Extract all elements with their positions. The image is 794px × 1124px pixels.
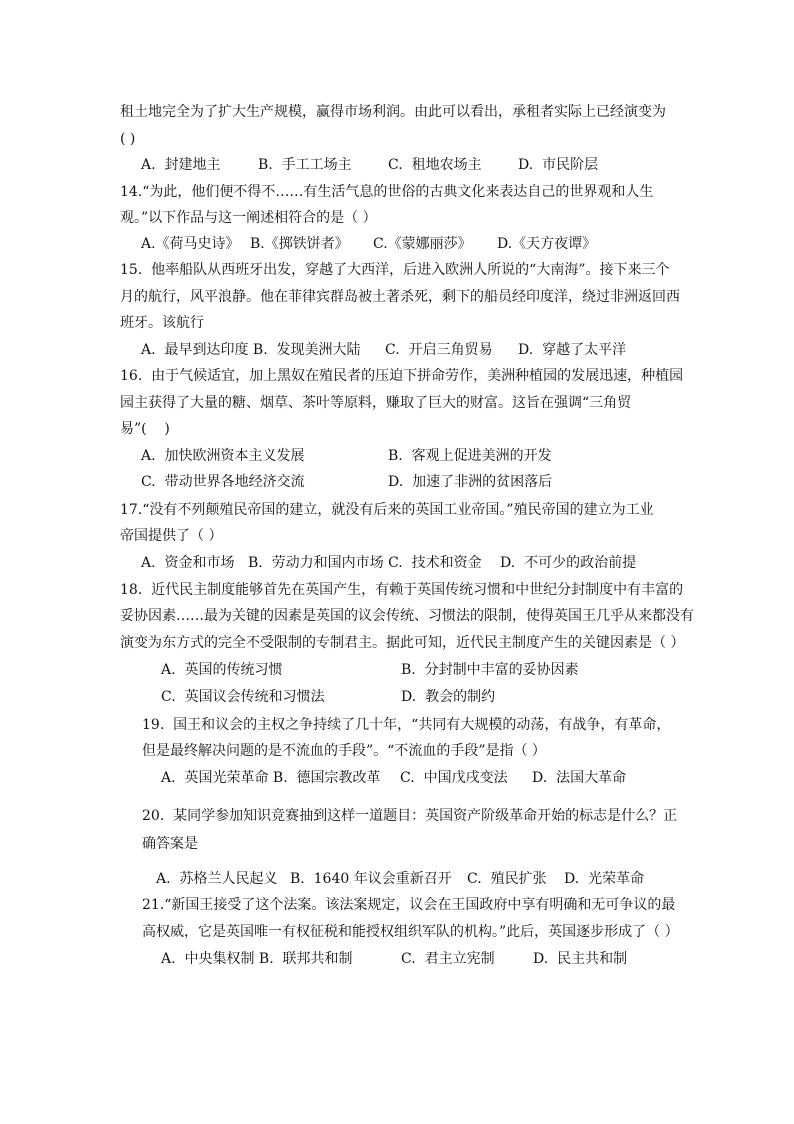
q15-stem-line1: 15. 他率船队从西班牙出发，穿越了大西洋，后进入欧洲人所说的“大南海”。接下来三个 <box>120 262 670 278</box>
q15-option-ab: A. 最早到达印度 B. 发现美洲大陆 <box>141 342 361 358</box>
q17-stem-line2: 帝国提供了（ ） <box>120 528 223 544</box>
q16-option-c: C. 带动世界各地经济交流 <box>141 474 305 490</box>
q17-option-a: A. 资金和市场 <box>141 555 235 571</box>
q20-option-a: A. 苏格兰人民起义 <box>156 871 278 887</box>
q14-option-d: D.《天方夜谭》 <box>497 236 597 252</box>
q13-option-d: D. 市民阶层 <box>518 157 599 173</box>
q19-option-ab: A. 英国光荣革命 B. 德国宗教改革 <box>161 770 381 786</box>
q18-stem-line3: 演变为东方式的完全不受限制的专制君主。据此可知，近代民主制度产生的关键因素是（ ） <box>120 635 685 651</box>
q14-stem-line1: 14.“为此，他们便不得不……有生活气息的世俗的古典文化来表达自己的世界观和人生 <box>120 184 654 200</box>
q17-option-d: D. 不可少的政治前提 <box>500 555 637 571</box>
q19-option-d: D. 法国大革命 <box>532 770 627 786</box>
q21-option-c: C. 君主立宪制 <box>401 951 495 967</box>
q14-option-b: B.《掷铁饼者》 <box>250 236 349 252</box>
q19-stem-line2: 但是最终解决问题的是不流血的手段”。“不流血的手段”是指（ ） <box>142 743 546 759</box>
q14-option-c: C.《蒙娜丽莎》 <box>373 236 472 252</box>
q16-stem-line1: 16. 由于气候适宜，加上黑奴在殖民者的压迫下拼命劳作，美洲种植园的发展迅速，种植园 <box>120 368 684 384</box>
q18-stem-line1: 18. 近代民主制度能够首先在英国产生，有赖于英国传统习惯和中世纪分封制度中有丰富的 <box>120 582 684 598</box>
q14-option-a: A.《荷马史诗》 <box>141 236 240 252</box>
q15-stem-line3: 班牙。该航行 <box>120 315 204 331</box>
q20-option-d: D. 光荣革命 <box>564 871 645 887</box>
q16-stem-line2: 园主获得了大量的糖、烟草、茶叶等原料，赚取了巨大的财富。这旨在强调“三角贸 <box>120 395 632 411</box>
q21-stem-line1: 21.“新国王接受了这个法案。该法案规定，议会在王国政府中享有明确和无可争议的最 <box>142 897 676 913</box>
q18-option-b: B. 分封制中丰富的妥协因素 <box>401 662 579 678</box>
q15-option-c: C. 开启三角贸易 <box>385 342 493 358</box>
q13-option-c: C. 租地农场主 <box>388 157 482 173</box>
q18-stem-line2: 妥协因素……最为关键的因素是英国的议会传统、习惯法的限制，使得英国王几乎从来都没有 <box>120 608 694 624</box>
q16-option-d: D. 加速了非洲的贫困落后 <box>388 474 553 490</box>
q15-stem-line2: 月的航行，风平浪静。他在菲律宾群岛被土著杀死，剩下的船员经印度洋，绕过非洲返回西 <box>120 289 680 305</box>
q16-option-a: A. 加快欧洲资本主义发展 <box>141 448 305 464</box>
q18-option-c: C. 英国议会传统和习惯法 <box>161 689 325 705</box>
q15-option-d: D. 穿越了太平洋 <box>518 342 627 358</box>
q18-option-a: A. 英国的传统习惯 <box>161 662 283 678</box>
q19-stem-line1: 19. 国王和议会的主权之争持续了几十年，“共同有大规模的动荡，有战争，有革命， <box>142 717 671 733</box>
q18-option-d: D. 教会的制约 <box>401 689 496 705</box>
q13-option-b: B. 手工工场主 <box>258 157 352 173</box>
q21-option-ab: A. 中央集权制 B. 联邦共和制 <box>161 951 353 967</box>
q17-option-bc: B. 劳动力和国内市场 C. 技术和资金 <box>248 555 482 571</box>
q20-stem-line1: 20. 某同学参加知识竞赛抽到这样一道题目：英国资产阶级革命开始的标志是什么？正 <box>142 808 678 824</box>
q20-option-b: B. 1640 年议会重新召开 <box>290 871 452 887</box>
q20-stem-line2: 确答案是 <box>142 836 198 852</box>
q17-stem-line1: 17.“没有不列颠殖民帝国的建立，就没有后来的英国工业帝国。”殖民帝国的建立为工业 <box>120 502 654 518</box>
q21-option-d: D. 民主共和制 <box>533 951 628 967</box>
q14-stem-line2: 观。”以下作品与这一阐述相符合的是（ ） <box>120 210 377 226</box>
q13-stem-line2: ( ) <box>120 131 136 147</box>
q16-option-b: B. 客观上促进美洲的开发 <box>388 448 552 464</box>
q13-option-a: A. 封建地主 <box>141 157 221 173</box>
q19-option-c: C. 中国戊戌变法 <box>400 770 508 786</box>
q16-stem-line3: 易”( ) <box>120 421 170 437</box>
q21-stem-line2: 高权威，它是英国唯一有权征税和能授权组织军队的机构。”此后，英国逐步形成了（ ） <box>142 924 679 940</box>
q13-stem-line1: 租土地完全为了扩大生产规模，赢得市场利润。由此可以看出，承租者实际上已经演变为 <box>120 104 666 120</box>
q20-option-c: C. 殖民扩张 <box>467 871 547 887</box>
